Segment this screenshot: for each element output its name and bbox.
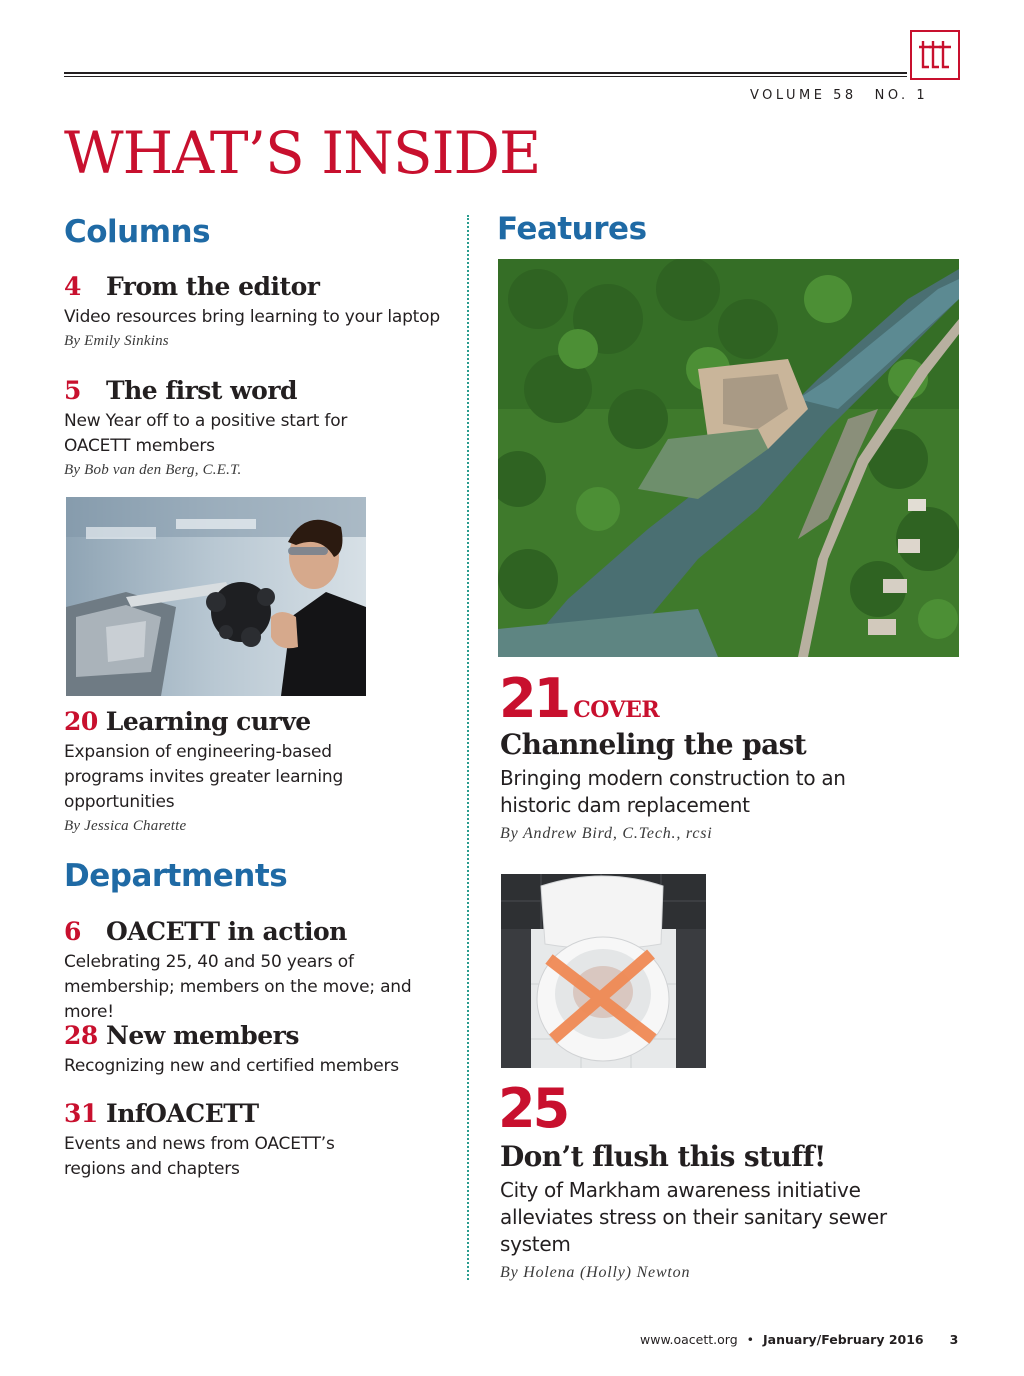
canal-aerial-photo	[498, 259, 959, 657]
footer-url[interactable]: www.oacett.org	[640, 1332, 738, 1347]
column-item-first-word[interactable]	[64, 376, 364, 479]
article-byline: By Emily Sinkins	[64, 333, 169, 349]
feature-byline: By Holena (Holly) Newton	[500, 1264, 691, 1281]
feature-description: City of Markham awareness initiative alleviates stress on their sanitary sewer system	[500, 1178, 887, 1256]
article-title: From the editor	[106, 272, 320, 301]
volume-label: VOLUME 58	[750, 88, 857, 103]
article-description: Recognizing new and certified members	[64, 1056, 399, 1076]
header-rule	[64, 72, 907, 74]
article-title: InfOACETT	[106, 1099, 259, 1128]
header-rule-thin	[64, 76, 907, 77]
department-item-title	[64, 1099, 354, 1129]
cover-tag: COVER	[573, 697, 660, 723]
page-footer	[640, 1332, 958, 1347]
issue-number: NO. 1	[874, 88, 929, 103]
page-number: 20	[64, 707, 98, 736]
feature-description: Bringing modern construction to an historic dam replacement	[500, 766, 846, 817]
article-description: New Year off to a positive start for OACETT members	[64, 411, 348, 456]
column-item-title	[64, 707, 464, 737]
department-item-title	[64, 1021, 464, 1051]
page-number: 31	[64, 1099, 98, 1128]
article-description: Celebrating 25, 40 and 50 years of membership; members on the move; and more!	[64, 952, 412, 1022]
feature-cover-number-row	[499, 667, 660, 730]
department-item-title	[64, 917, 464, 947]
article-description: Events and news from OACETT’s regions and chapters	[64, 1134, 335, 1179]
page-number: 4	[64, 272, 81, 301]
page-number: 6	[64, 917, 81, 946]
feature-title: Channeling the past	[500, 728, 807, 761]
footer-issue: January/February 2016	[763, 1332, 924, 1347]
feature-page-number: 25	[498, 1077, 568, 1140]
page-number: 5	[64, 376, 81, 405]
article-byline: By Bob van den Berg, C.E.T.	[64, 462, 242, 478]
volume-info	[750, 88, 928, 103]
column-item-editor[interactable]	[64, 272, 464, 350]
article-title: OACETT in action	[106, 917, 347, 946]
feature-item-dont-flush[interactable]	[500, 1140, 940, 1282]
feature-title: Don’t flush this stuff!	[500, 1140, 826, 1173]
column-item-title	[64, 272, 464, 302]
article-description: Expansion of engineering-based programs invites greater learning opportunities	[64, 742, 344, 812]
oacett-logo	[910, 30, 960, 80]
footer-bullet: •	[746, 1332, 755, 1347]
column-divider	[467, 215, 469, 1280]
feature-byline: By Andrew Bird, C.Tech., rcsi	[500, 825, 713, 842]
features-heading: Features	[497, 211, 647, 247]
department-item-oacett-in-action[interactable]	[64, 917, 464, 1025]
article-title: New members	[106, 1021, 299, 1050]
column-item-title	[64, 376, 364, 406]
department-item-new-members[interactable]	[64, 1021, 464, 1079]
footer-page-number: 3	[949, 1332, 959, 1347]
feature-item-channeling[interactable]	[500, 728, 940, 843]
toilet-photo	[501, 874, 706, 1068]
article-title: Learning curve	[105, 707, 311, 736]
feature-page-number: 21	[499, 667, 569, 730]
departments-heading: Departments	[64, 858, 288, 894]
department-item-infoacett[interactable]	[64, 1099, 354, 1182]
engineering-student-photo	[66, 497, 366, 696]
page-number: 28	[64, 1021, 98, 1050]
columns-heading: Columns	[64, 214, 211, 250]
article-description: Video resources bring learning to your laptop	[64, 307, 440, 327]
page-title: WHAT’S INSIDE	[64, 119, 541, 187]
column-item-learning-curve[interactable]	[64, 707, 464, 835]
article-byline: By Jessica Charette	[64, 818, 187, 834]
article-title: The first word	[106, 376, 297, 405]
